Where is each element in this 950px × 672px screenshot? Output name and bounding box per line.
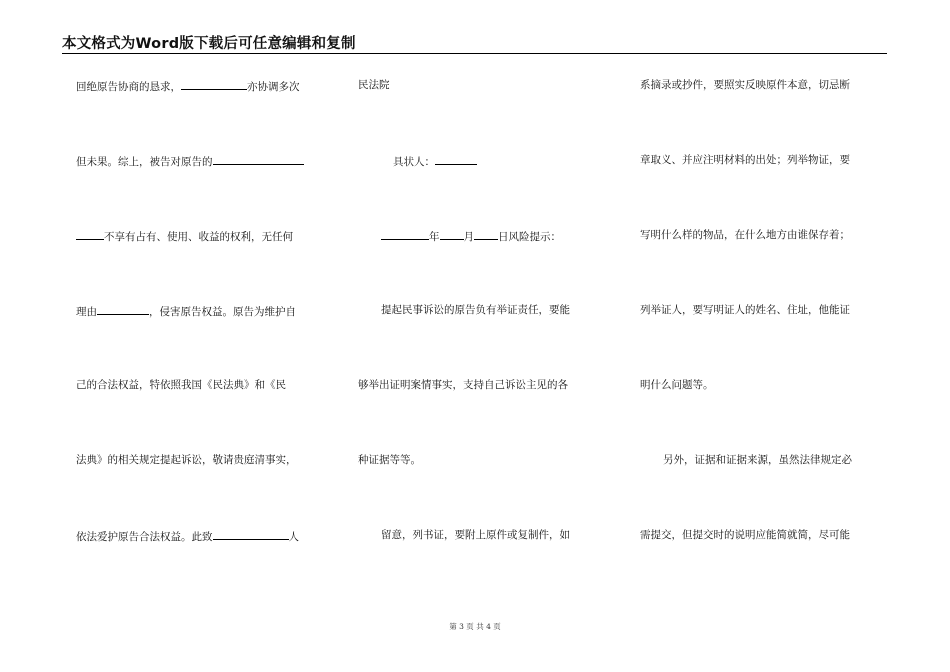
text-line: 写明什么样的物品，在什么地方由谁保存着；: [640, 229, 850, 241]
blank-underline: [181, 78, 247, 90]
text-column-2: [358, 78, 600, 603]
text-line: 提起民事诉讼的原告负有举证责任，要能: [381, 304, 570, 316]
text-column-3: [640, 78, 880, 603]
text-line: 民法院: [358, 79, 390, 91]
text-line: 法典》的相关规定提起诉讼，敬请贵庭清事实，: [76, 454, 297, 466]
text-segment: ，侵害原告权益。原告为维护自: [149, 306, 296, 318]
blank-underline: [435, 153, 477, 165]
blank-underline: [440, 228, 464, 240]
text-line: [358, 228, 600, 303]
text-line: 需提交，但提交时的说明应能简就简，尽可能: [640, 529, 850, 541]
blank-underline: [213, 528, 289, 540]
text-segment: 人: [288, 531, 299, 543]
text-line: 系摘录或抄件，要照实反映原件本意，切忌断: [640, 79, 850, 91]
text-line: 己的合法权益，特依照我国《民法典》和《民: [76, 379, 286, 391]
text-segment: 回绝原告协商的恳求，: [76, 81, 181, 93]
text-line: 留意，列书证，要附上原件或复制件，如: [381, 529, 570, 541]
blank-underline: [76, 228, 104, 240]
blank-underline: [474, 228, 498, 240]
text-line: 章取义、并应注明材料的出处；列举物证，要: [640, 154, 850, 166]
text-line: 明什么问题等。: [640, 379, 714, 391]
text-line: [76, 528, 324, 603]
text-segment: 具状人：: [393, 156, 435, 168]
text-segment: 年: [429, 231, 440, 243]
text-line: [358, 153, 600, 228]
blank-underline: [213, 153, 304, 165]
page-number-footer: 第 3 页 共 4 页: [449, 622, 501, 631]
text-line: 另外，证据和证据来源，虽然法律规定必: [663, 454, 852, 466]
blank-underline: [97, 303, 149, 315]
text-line: [76, 228, 324, 303]
header-divider: [62, 53, 887, 54]
text-line: 种证据等等。: [358, 454, 421, 466]
document-header-title: 本文格式为Word版下载后可任意编辑和复制: [62, 36, 356, 52]
text-segment: 但未果。综上，被告对原告的: [76, 156, 213, 168]
text-column-1: [76, 78, 324, 603]
text-segment: 不享有占有、使用、收益的权利，无任何: [104, 231, 293, 243]
text-segment: 日风险提示：: [498, 231, 561, 243]
text-line: [76, 78, 324, 153]
text-line: [76, 153, 324, 228]
blank-underline: [381, 228, 429, 240]
text-segment: 理由: [76, 306, 97, 318]
text-segment: 依法爱护原告合法权益。此致: [76, 531, 213, 543]
text-line: [76, 303, 324, 378]
text-segment: 月: [463, 231, 474, 243]
text-line: 够举出证明案情事实，支持自己诉讼主见的各: [358, 379, 568, 391]
text-segment: 亦协调多次: [247, 81, 300, 93]
text-line: 列举证人，要写明证人的姓名、住址，他能证: [640, 304, 850, 316]
